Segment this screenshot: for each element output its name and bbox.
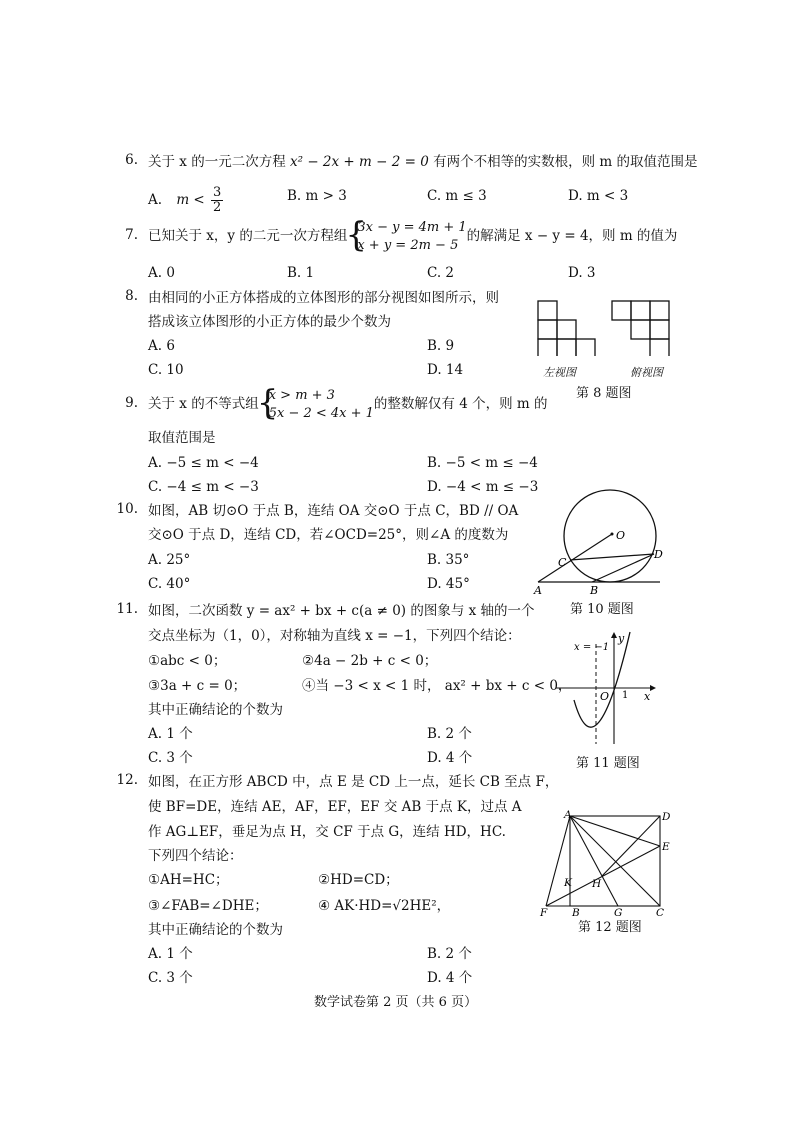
q10-label-o: O [616,529,626,542]
q12-option-a: A. 1 个 [148,946,193,962]
q10-option-c: C. 40° [148,576,191,592]
q7-option-b: B. 1 [287,265,315,281]
q12-conclusion-3: ③∠FAB=∠DHE； [148,898,268,914]
q12-label-a: A [564,809,572,821]
q7-stem [148,217,677,255]
q9-system-ineq1: { x > m + 3 [268,387,335,403]
q7-option-c: C. 2 [427,265,455,281]
q6-option-a-pre: m < [176,192,205,208]
q9-option-b: B. −5 < m ≤ −4 [427,455,538,471]
q7-option-d: D. 3 [568,265,596,281]
q11-conclusion-1: ①abc < 0； [148,653,227,669]
q12-line4: 下列四个结论： [148,848,243,864]
q12-option-c: C. 3 个 [148,970,193,986]
q12-segment-hd [602,816,660,876]
q6-option-a-letter: A. [148,192,163,208]
q11-y-arrow [611,632,617,638]
q12-segment-af [546,816,570,906]
q10-option-d: D. 45° [427,576,470,592]
q10-option-a: A. 25° [148,552,191,568]
q8-top-view [612,301,669,356]
q10-option-b: B. 35° [427,552,470,568]
q11-line1: 如图，二次函数 y = ax² + bx + c(a ≠ 0) 的图象与 x 轴的一个 [148,603,535,619]
q11-x-arrow [650,685,656,691]
q8-caption: 第 8 题图 [576,386,632,401]
q11-option-a: A. 1 个 [148,726,193,742]
q8-line2: 搭成该立体图形的小正方体的最少个数为 [148,314,391,330]
q8-option-c: C. 10 [148,362,184,378]
q11-label-o: O [600,690,610,703]
q11-label-axis: x = −1 [574,642,610,653]
q9-option-d: D. −4 < m ≤ −3 [427,479,539,495]
q10-center-dot [611,533,614,536]
q9-stem-a: 关于 x 的不等式组 [148,396,259,412]
q11-conclusion-3: ③3a + c = 0； [148,678,247,694]
q10-line1: 如图，AB 切⊙O 于点 B，连结 OA 交⊙O 于点 C，BD // OA [148,503,519,519]
q8-option-a: A. 6 [148,338,175,354]
q8-left-view-label: 左视图 [543,366,576,379]
q7-system [347,219,466,255]
q7-option-a: A. 0 [148,265,175,281]
q6-option-a [148,186,225,215]
q8-top-view-label: 俯视图 [630,366,663,379]
q9-system-ineq2: 5x − 2 < 4x + 1 [268,405,374,421]
q9-line2: 取值范围是 [148,430,216,446]
q6-option-c: C. m ≤ 3 [427,188,487,204]
q8-figure [530,296,680,356]
q9-stem-b: 的整数解仅有 4 个，则 m 的 [373,396,548,412]
q9-option-a: A. −5 ≤ m < −4 [148,455,259,471]
q12-label-f: F [540,907,548,918]
q12-line7: 其中正确结论的个数为 [148,922,283,938]
q6-equation: x² − 2x + m − 2 = 0 [290,154,429,170]
q8-line1: 由相同的小正方体搭成的立体图形的部分视图如图所示，则 [148,290,499,306]
q12-conclusion-1: ①AH=HC； [148,872,229,888]
q11-label-one: 1 [622,690,629,701]
q11-line5: 其中正确结论的个数为 [148,702,283,718]
q12-label-e: E [662,841,670,853]
q12-label-c: C [656,907,665,918]
q6-frac-num: 3 [213,185,222,200]
q6-frac-den: 2 [213,200,222,215]
q12-line3: 作 AG⊥EF，垂足为点 H，交 CF 于点 G，连结 HD，HC. [148,824,506,840]
q12-line2: 使 BF=DE，连结 AE，AF，EF，EF 交 AB 于点 K，过点 A [148,799,522,815]
q11-caption: 第 11 题图 [576,756,640,771]
q12-number: 12. [116,772,138,788]
q7-stem-b: 的解满足 x − y = 4，则 m 的值为 [466,228,678,244]
q10-figure [530,484,670,596]
q9-number: 9. [125,395,138,411]
q10-number: 10. [116,501,138,517]
q6-option-b: B. m > 3 [287,188,347,204]
q9-stem [148,385,547,423]
q12-label-k: K [564,877,572,889]
q6-option-a-fraction [211,186,223,215]
q6-stem-b: 有两个不相等的实数根，则 m 的取值范围是 [428,154,698,170]
q12-option-d: D. 4 个 [427,970,473,986]
q11-conclusion-2: ②4a − 2b + c < 0； [302,653,438,669]
q11-option-b: B. 2 个 [427,726,472,742]
q11-conclusion-4: ④当 −3 < x < 1 时， ax² + bx + c < 0， [302,678,572,694]
q12-caption: 第 12 题图 [578,920,642,935]
q9-system [259,387,374,423]
q10-label-d: D [654,548,663,561]
q11-option-c: C. 3 个 [148,750,193,766]
q11-label-x: x [644,690,651,703]
q12-conclusion-4: ④ AK·HD=√2HE²， [318,898,451,914]
q12-segment-ef [546,846,660,906]
q10-label-a: A [534,584,542,596]
q10-caption: 第 10 题图 [570,602,634,617]
q11-number: 11. [116,601,138,617]
q12-conclusion-2: ②HD=CD； [318,872,399,888]
q6-stem-a: 关于 x 的一元二次方程 [148,154,290,170]
q7-system-eq1: { 3x − y = 4m + 1 [357,219,467,235]
q11-option-d: D. 4 个 [427,750,473,766]
q8-option-b: B. 9 [427,338,455,354]
q8-option-d: D. 14 [427,362,464,378]
q7-stem-a: 已知关于 x，y 的二元一次方程组 [148,228,348,244]
q12-figure [534,808,680,918]
q12-label-d: D [662,811,671,823]
q12-option-b: B. 2 个 [427,946,472,962]
q8-left-view [538,301,595,356]
q10-label-b: B [590,584,599,596]
q7-system-eq2: x + y = 2m − 5 [357,237,459,253]
q12-line1: 如图，在正方形 ABCD 中，点 E 是 CD 上一点，延长 CB 至点 F， [148,774,559,790]
q11-figure [552,628,662,750]
q12-label-g: G [614,907,623,918]
q12-label-h: H [592,878,602,890]
q10-label-c: C [558,556,567,569]
q11-line2: 交点坐标为（1，0），对称轴为直线 x = −1，下列四个结论： [148,628,521,644]
q12-label-b: B [572,907,580,918]
q9-option-c: C. −4 ≤ m < −3 [148,479,259,495]
page-footer: 数学试卷第 2 页（共 6 页） [314,995,478,1010]
q6-number: 6. [125,152,138,168]
q7-number: 7. [125,227,138,243]
q6-option-d: D. m < 3 [568,188,629,204]
q6-stem [148,152,697,172]
q8-number: 8. [125,288,138,304]
q11-label-y: y [618,632,625,645]
q10-line2: 交⊙O 于点 D，连结 CD，若∠OCD=25°，则∠A 的度数为 [148,527,509,543]
